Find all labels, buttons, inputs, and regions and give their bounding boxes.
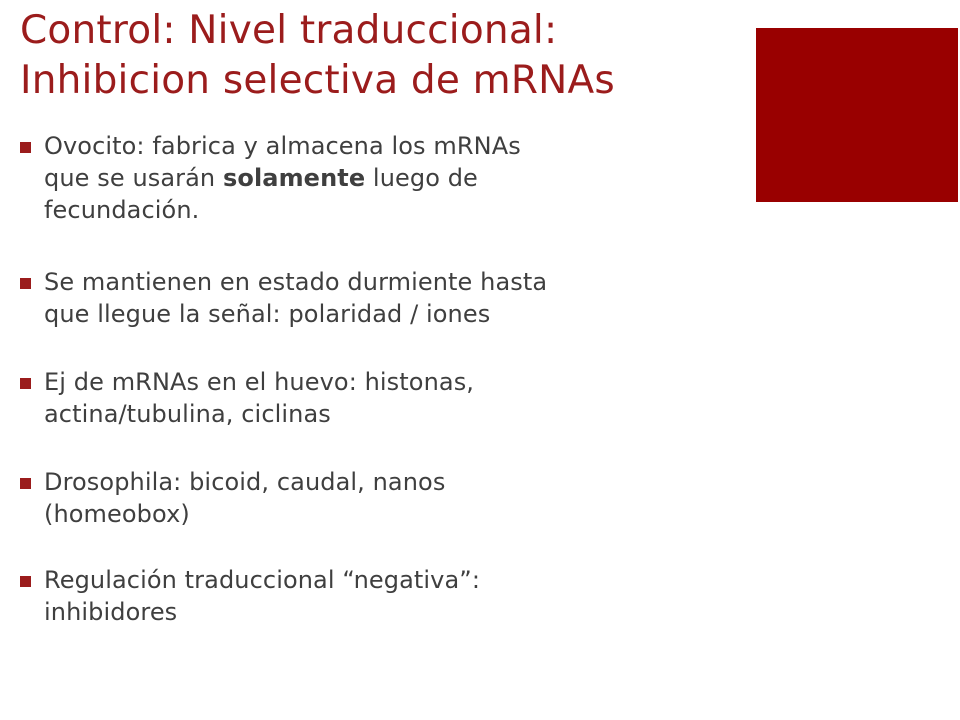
slide-title (20, 6, 740, 106)
bullet-line (44, 162, 521, 194)
bullet-item-drosophila (20, 466, 445, 530)
bullet-line: Se mantienen en estado durmiente hasta (44, 268, 548, 296)
emphasis-text: solamente (222, 164, 366, 192)
square-bullet-icon (20, 478, 31, 489)
square-bullet-icon (20, 576, 31, 587)
bullet-item-ovocito (20, 130, 521, 226)
bullet-line: inhibidores (44, 598, 178, 626)
bullet-item-durmiente (20, 266, 547, 330)
bullet-item-regulacion (20, 564, 480, 628)
bullet-line: Ej de mRNAs en el huevo: histonas, (44, 368, 475, 396)
bullet-line: Drosophila: bicoid, caudal, nanos (44, 468, 446, 496)
bullet-text: luego de (365, 164, 478, 192)
bullet-line: Regulación traduccional “negativa”: (44, 566, 481, 594)
bullet-text: que se usarán (44, 164, 223, 192)
square-bullet-icon (20, 278, 31, 289)
bullet-line: Ovocito: fabrica y almacena los mRNAs (44, 132, 521, 160)
slide-title-line-1: Control: Nivel traduccional: (20, 8, 558, 53)
square-bullet-icon (20, 142, 31, 153)
bullet-item-ejemplos (20, 366, 474, 430)
bullet-line: (homeobox) (44, 500, 190, 528)
bullet-line: actina/tubulina, ciclinas (44, 400, 331, 428)
bullet-line: que llegue la señal: polaridad / iones (44, 300, 491, 328)
accent-block (756, 28, 958, 202)
slide-title-line-2: Inhibicion selectiva de mRNAs (20, 58, 615, 103)
bullet-line: fecundación. (44, 196, 200, 224)
square-bullet-icon (20, 378, 31, 389)
